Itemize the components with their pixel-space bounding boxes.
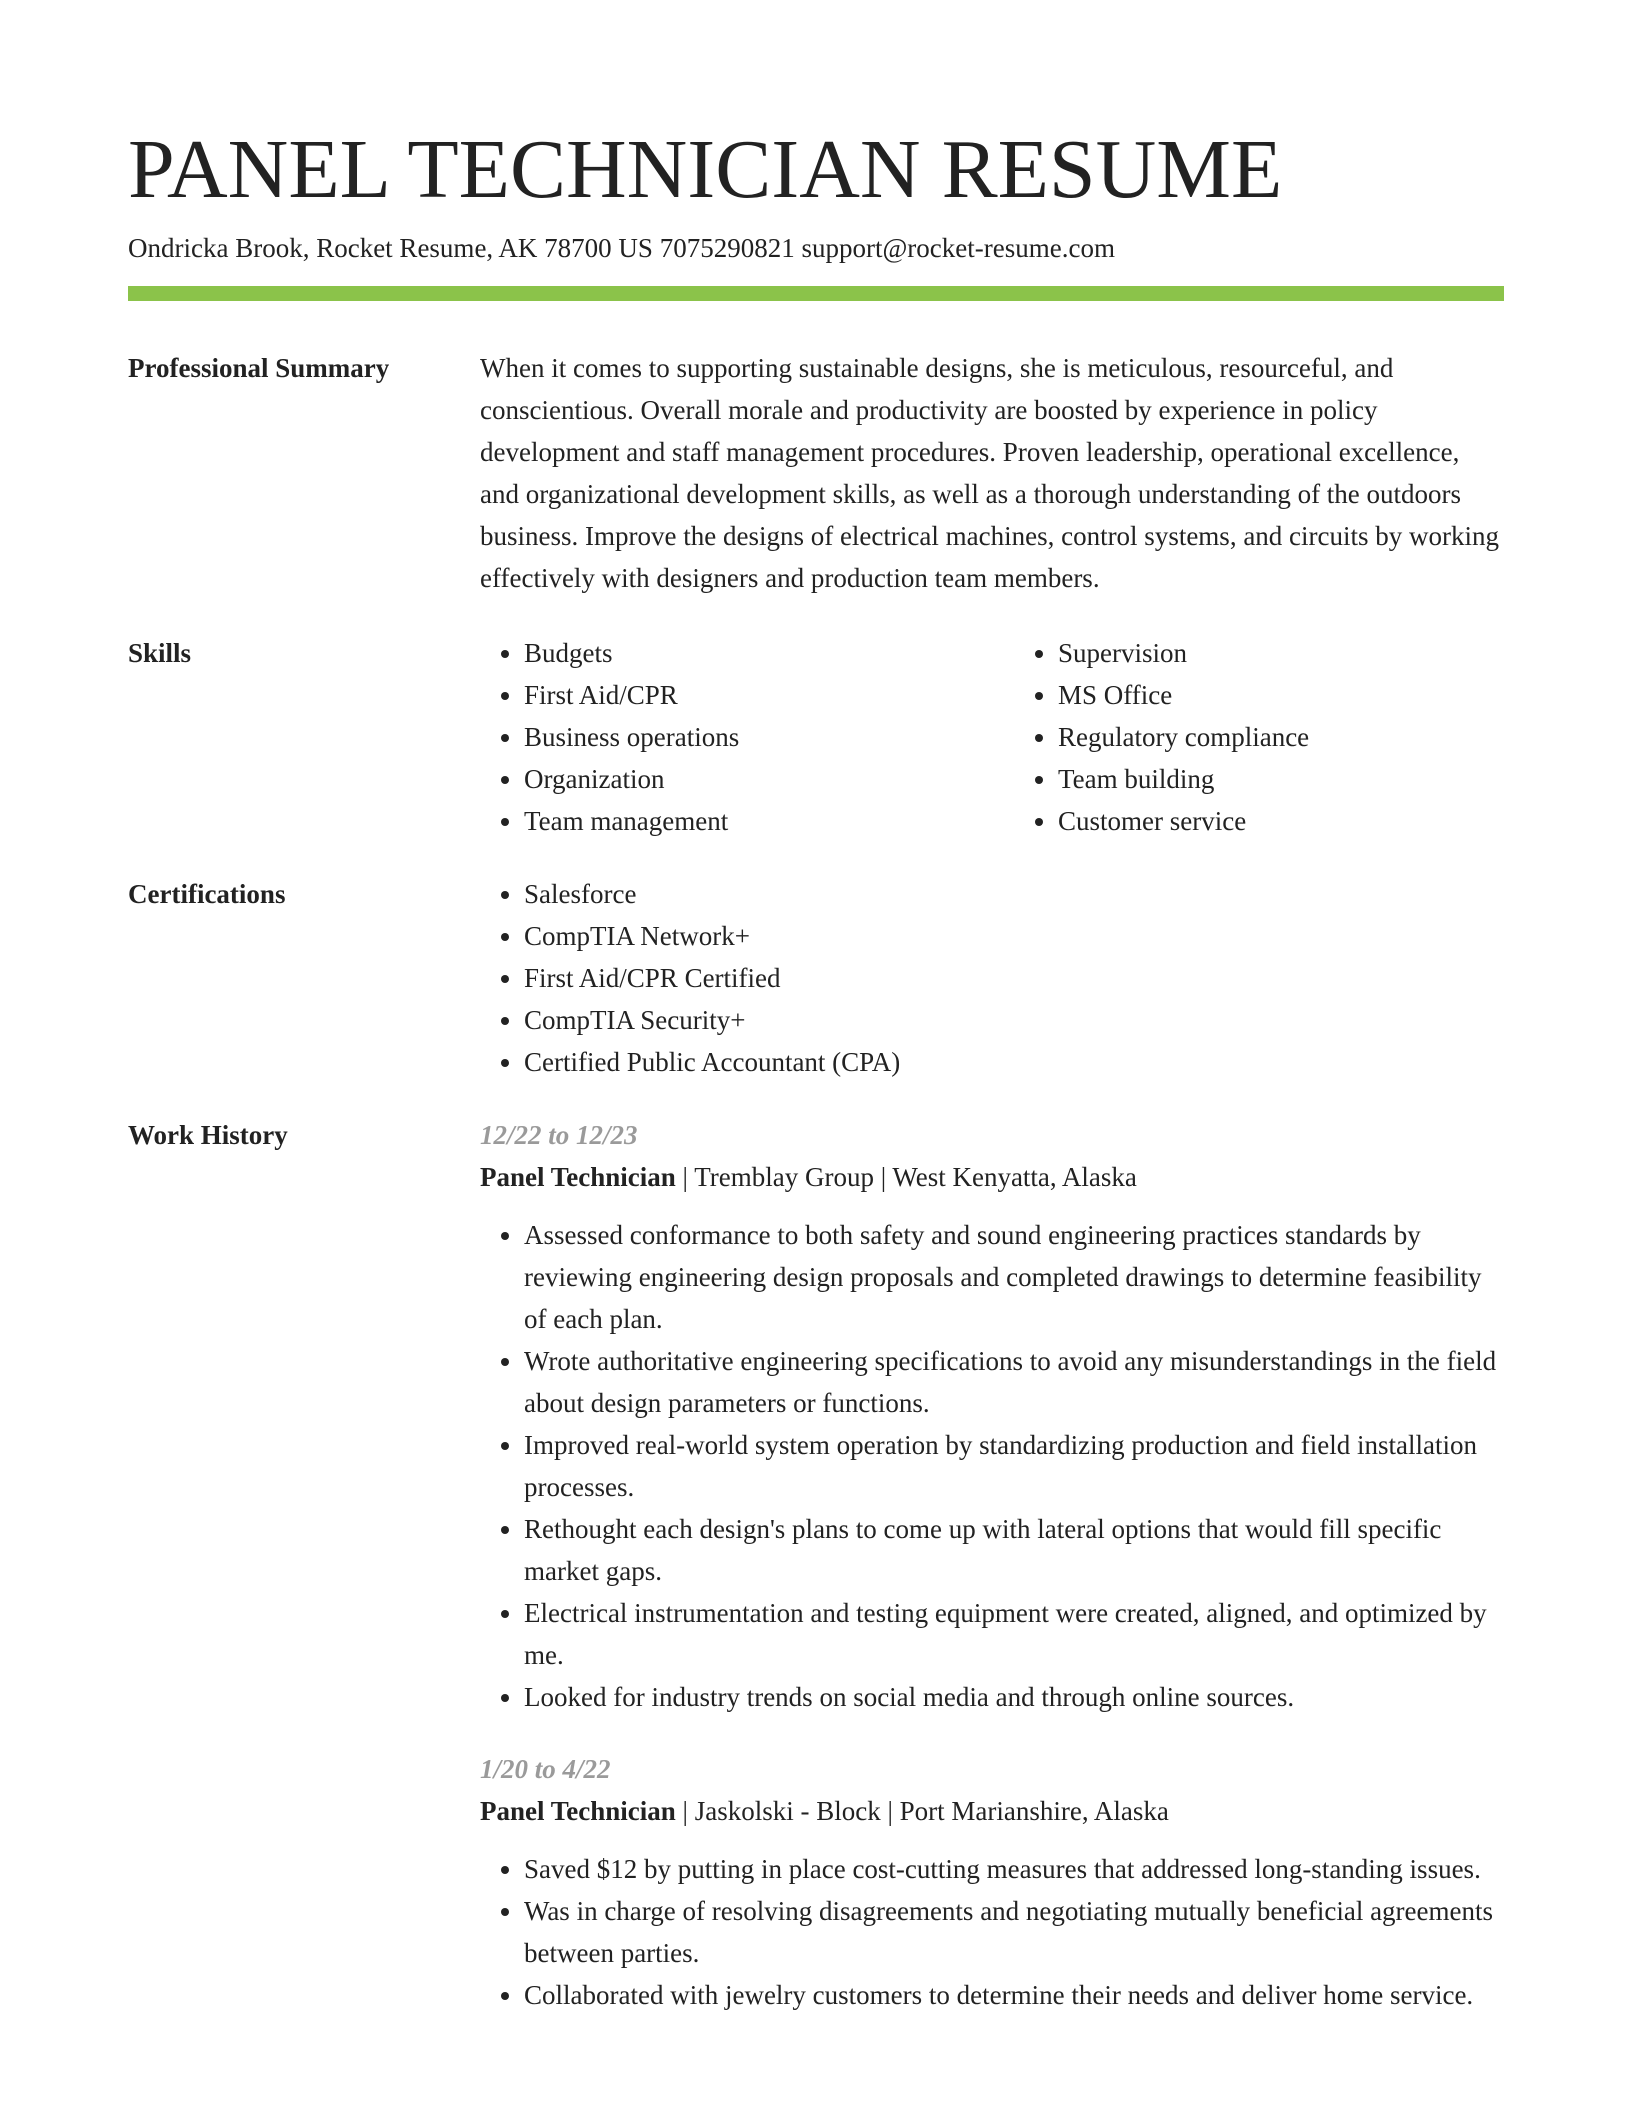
skill-item: • Business operations (524, 716, 970, 758)
job-bullet: • Rethought each design's plans to come up with lateral options that would fill specific market gaps. (524, 1508, 1504, 1592)
job-company: Tremblay Group (694, 1162, 874, 1192)
job-separator: | (675, 1162, 695, 1192)
summary-body (480, 347, 1504, 599)
job-bullets (480, 1214, 1504, 1718)
job-company: Jaskolski - Block (694, 1796, 881, 1826)
skill-item: • First Aid/CPR (524, 674, 970, 716)
certification-item: • Salesforce (524, 873, 1504, 915)
skills-column-right (1014, 632, 1504, 842)
skills-column-left (480, 632, 970, 842)
job-entry (480, 1748, 1504, 2016)
certification-item: • Certified Public Accountant (CPA) (524, 1041, 1504, 1083)
job-bullet: • Collaborated with jewelry customers to determine their needs and deliver home service. (524, 1974, 1504, 2016)
skill-item: • Team management (524, 800, 970, 842)
job-bullet: • Looked for industry trends on social media and through online sources. (524, 1676, 1504, 1718)
job-bullet: • Was in charge of resolving disagreements and negotiating mutually beneficial agreements between parties. (524, 1890, 1504, 1974)
job-location: West Kenyatta, Alaska (892, 1162, 1137, 1192)
job-location: Port Marianshire, Alaska (899, 1796, 1169, 1826)
work-history-body (480, 1114, 1504, 2016)
skill-item: • Budgets (524, 632, 970, 674)
certification-item: • First Aid/CPR Certified (524, 957, 1504, 999)
summary-text: When it comes to supporting sustainable designs, she is meticulous, resourceful, and conscientious. Overall morale and productivity are boosted by experience in policy development and staff management procedures. Proven leadership, operational excellence, and organizational development skills, as well as a thorough understanding of the outdoors business. Improve the designs of electrical machines, control systems, and circuits by working effectively with designers and production team members. (480, 353, 1500, 593)
skill-item: • Regulatory compliance (1058, 716, 1504, 758)
job-bullet: • Wrote authoritative engineering specifications to avoid any misunderstandings in the field about design parameters or functions. (524, 1340, 1504, 1424)
job-separator: | (880, 1796, 900, 1826)
job-bullet: • Electrical instrumentation and testing equipment were created, aligned, and optimized by me. (524, 1592, 1504, 1676)
job-heading-line (480, 1156, 1504, 1198)
skills-list (480, 632, 1504, 842)
work-history-heading: Work History (128, 1120, 288, 1150)
job-bullet: • Saved $12 by putting in place cost-cutting measures that addressed long-standing issues. (524, 1848, 1504, 1890)
job-title: Panel Technician (480, 1796, 676, 1826)
skill-item: • MS Office (1058, 674, 1504, 716)
job-dates: 12/22 to 12/23 (480, 1120, 638, 1150)
certification-item: • CompTIA Security+ (524, 999, 1504, 1041)
skill-item: • Customer service (1058, 800, 1504, 842)
skill-item: • Team building (1058, 758, 1504, 800)
job-bullet: • Assessed conformance to both safety and sound engineering practices standards by reviewing engineering design proposals and completed drawings to determine feasibility of each plan. (524, 1214, 1504, 1340)
job-separator: | (675, 1796, 695, 1826)
certifications-heading: Certifications (128, 879, 286, 909)
job-heading-line (480, 1790, 1504, 1832)
job-dates: 1/20 to 4/22 (480, 1754, 611, 1784)
job-entry (480, 1114, 1504, 1718)
job-bullets (480, 1848, 1504, 2016)
certification-item: • CompTIA Network+ (524, 915, 1504, 957)
job-title: Panel Technician (480, 1162, 676, 1192)
accent-divider (128, 286, 1504, 301)
skill-item: • Organization (524, 758, 970, 800)
certifications-body (480, 873, 1504, 1083)
resume-title: PANEL TECHNICIAN RESUME (128, 123, 1283, 216)
summary-heading: Professional Summary (128, 353, 390, 383)
certifications-list (480, 873, 1504, 1083)
job-separator: | (873, 1162, 893, 1192)
contact-line: Ondricka Brook, Rocket Resume, AK 78700 US 7075290821 support@rocket-resume.com (128, 233, 1115, 263)
skill-item: • Supervision (1058, 632, 1504, 674)
job-bullet: • Improved real-world system operation by standardizing production and field installation processes. (524, 1424, 1504, 1508)
skills-heading: Skills (128, 638, 192, 668)
